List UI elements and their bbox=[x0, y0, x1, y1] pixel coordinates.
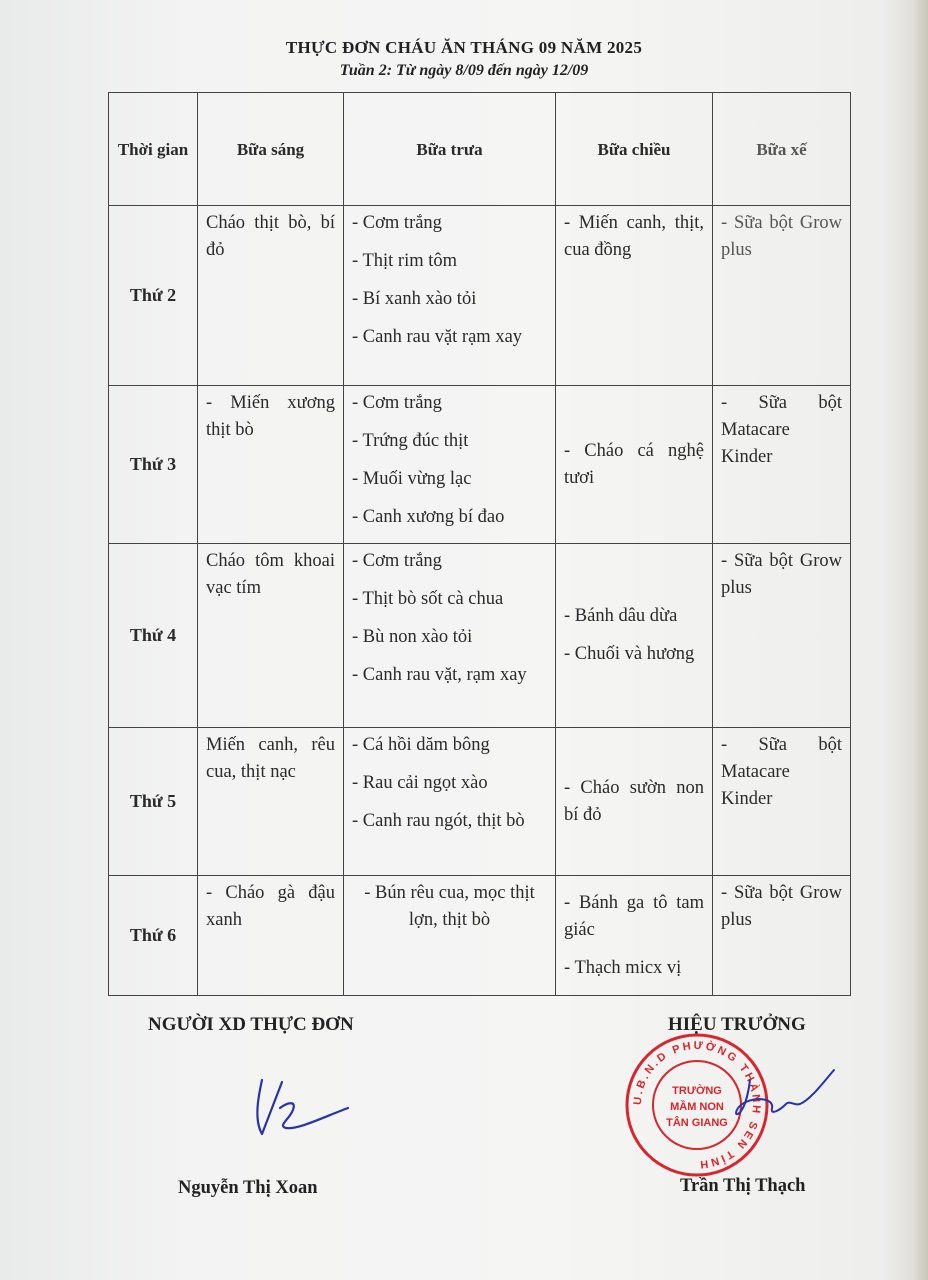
document-title: THỰC ĐƠN CHÁU ĂN THÁNG 09 NĂM 2025 bbox=[285, 38, 643, 57]
lunch-item: - Bí xanh xào tỏi bbox=[352, 289, 477, 309]
lunch-item: - Thịt rim tôm bbox=[352, 251, 458, 271]
table-body bbox=[109, 206, 851, 996]
snack-item: - Sữa bột Grow plus bbox=[721, 213, 842, 260]
lunch-cell bbox=[344, 876, 556, 996]
author-signature bbox=[248, 1068, 358, 1148]
lunch-item: - Cơm trắng bbox=[352, 551, 442, 571]
stamp-line-2: MẦM NON bbox=[670, 1101, 724, 1113]
day-cell: Thứ 3 bbox=[109, 386, 198, 544]
breakfast-cell bbox=[198, 544, 344, 728]
lunch-item: - Cá hồi dăm bông bbox=[352, 735, 490, 755]
table-row bbox=[109, 728, 851, 876]
menu-author-name: Nguyễn Thị Xoan bbox=[178, 1178, 318, 1198]
breakfast-item: Miến canh, rêu cua, thịt nạc bbox=[206, 735, 335, 782]
breakfast-item: - Cháo gà đậu xanh bbox=[206, 883, 335, 930]
lunch-item: - Bù non xào tỏi bbox=[352, 627, 473, 647]
afternoon-cell bbox=[556, 544, 713, 728]
lunch-item: - Thịt bò sốt cà chua bbox=[352, 589, 504, 609]
principal-name: Trần Thị Thạch bbox=[680, 1176, 806, 1196]
breakfast-cell bbox=[198, 206, 344, 386]
snack-cell bbox=[713, 544, 851, 728]
breakfast-item: Cháo thịt bò, bí đỏ bbox=[206, 213, 335, 260]
afternoon-item: - Miến canh, thịt, cua đồng bbox=[564, 213, 704, 260]
snack-cell bbox=[713, 728, 851, 876]
breakfast-cell bbox=[198, 728, 344, 876]
afternoon-cell bbox=[556, 728, 713, 876]
afternoon-item: - Thạch micx vị bbox=[564, 957, 682, 978]
snack-item: - Sữa bột Grow plus bbox=[721, 883, 842, 930]
lunch-cell bbox=[344, 544, 556, 728]
snack-cell bbox=[713, 206, 851, 386]
afternoon-cell bbox=[556, 386, 713, 544]
lunch-item: - Cơm trắng bbox=[352, 393, 442, 413]
header-breakfast: Bữa sáng bbox=[198, 93, 344, 206]
table-row bbox=[109, 544, 851, 728]
table-row bbox=[109, 206, 851, 386]
table-row bbox=[109, 876, 851, 996]
stamp-line-3: TÂN GIANG bbox=[666, 1117, 728, 1129]
snack-item: - Sữa bột Matacare Kinder bbox=[721, 735, 842, 809]
lunch-item: - Canh xương bí đao bbox=[352, 507, 505, 527]
table-row bbox=[109, 386, 851, 544]
afternoon-item: - Cháo sườn non bí đỏ bbox=[564, 777, 704, 825]
lunch-cell bbox=[344, 386, 556, 544]
header-time: Thời gian bbox=[109, 93, 198, 206]
day-cell: Thứ 5 bbox=[109, 728, 198, 876]
header-lunch: Bữa trưa bbox=[344, 93, 556, 206]
lunch-cell bbox=[344, 206, 556, 386]
snack-item: - Sữa bột Matacare Kinder bbox=[721, 393, 842, 467]
breakfast-cell bbox=[198, 386, 344, 544]
lunch-item: - Canh rau vặt rạm xay bbox=[352, 327, 523, 347]
header-afternoon: Bữa chiều bbox=[556, 93, 713, 206]
menu-author-title: NGƯỜI XD THỰC ĐƠN bbox=[148, 1014, 354, 1035]
lunch-cell bbox=[344, 728, 556, 876]
snack-cell bbox=[713, 386, 851, 544]
afternoon-cell bbox=[556, 206, 713, 386]
document-subtitle: Tuần 2: Từ ngày 8/09 đến ngày 12/09 bbox=[339, 62, 589, 79]
header-snack: Bữa xế bbox=[713, 93, 851, 206]
snack-item: - Sữa bột Grow plus bbox=[721, 551, 842, 598]
snack-cell bbox=[713, 876, 851, 996]
lunch-item: - Cơm trắng bbox=[352, 213, 442, 233]
day-cell: Thứ 2 bbox=[109, 206, 198, 386]
lunch-item: - Canh rau vặt, rạm xay bbox=[352, 665, 527, 685]
breakfast-item: - Miến xương thịt bò bbox=[206, 393, 335, 440]
lunch-item: - Rau cải ngọt xào bbox=[352, 773, 488, 793]
stamp-line-1: TRƯỜNG bbox=[672, 1085, 722, 1097]
breakfast-cell bbox=[198, 876, 344, 996]
lunch-item: - Canh rau ngót, thịt bò bbox=[352, 811, 525, 831]
principal-signature bbox=[730, 1060, 840, 1130]
afternoon-cell bbox=[556, 876, 713, 996]
afternoon-item: - Bánh dâu dừa bbox=[564, 606, 678, 626]
lunch-item: - Bún rêu cua, mọc thịt lợn, thịt bò bbox=[364, 883, 535, 930]
breakfast-item: Cháo tôm khoai vạc tím bbox=[206, 551, 335, 598]
day-cell: Thứ 4 bbox=[109, 544, 198, 728]
afternoon-item: - Bánh ga tô tam giác bbox=[564, 892, 704, 940]
lunch-item: - Trứng đúc thịt bbox=[352, 431, 469, 451]
paper-edge bbox=[914, 0, 928, 1280]
principal-title: HIỆU TRƯỞNG bbox=[668, 1014, 806, 1035]
lunch-item: - Muối vừng lạc bbox=[352, 469, 472, 489]
menu-table bbox=[108, 92, 851, 996]
table-header-row bbox=[109, 93, 851, 206]
stamp-ring-text: U.B.N.D PHƯỜNG THÀNH SEN TỈNH bbox=[631, 1039, 763, 1171]
afternoon-item: - Cháo cá nghệ tươi bbox=[564, 440, 704, 488]
afternoon-item: - Chuối và hương bbox=[564, 644, 695, 664]
day-cell: Thứ 6 bbox=[109, 876, 198, 996]
